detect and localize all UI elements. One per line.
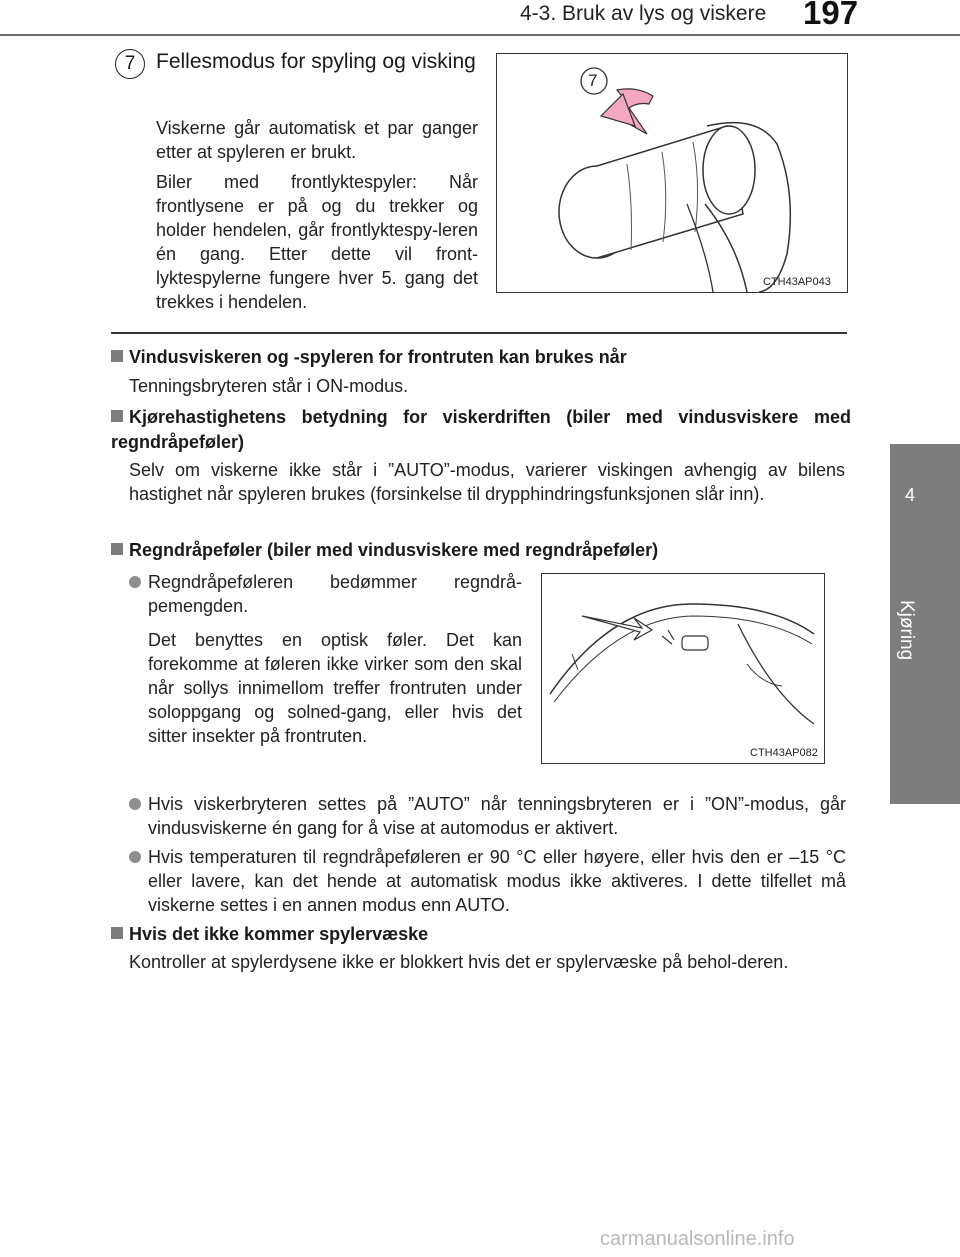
section-divider <box>111 332 847 334</box>
step-paragraph-1: Viskerne går automatisk et par ganger etter at spyleren er brukt. <box>156 118 478 162</box>
note-body-4: Kontroller at spylerdysene ikke er blokkert hvis det er spylervæske på behol-deren. <box>129 952 789 972</box>
figure-code: CTH43AP082 <box>750 747 818 759</box>
chapter-label: Kjøring <box>896 600 917 661</box>
chapter-number: 4 <box>904 485 915 505</box>
note-body-1: Tenningsbryteren står i ON-modus. <box>129 376 409 396</box>
square-bullet-icon <box>111 927 123 939</box>
page-number: 197 <box>803 0 859 31</box>
round-bullet-icon <box>129 851 141 863</box>
bullet-text: Det benyttes en optisk føler. Det kan forekomme at føleren ikke virker som den skal når sollys innimellom treffer frontruten under soloppgang og solned-gang, eller hvis det sitter insekter på frontruten. <box>148 630 522 746</box>
step-number: 7 <box>115 49 145 79</box>
square-bullet-icon <box>111 410 123 422</box>
figure-callout: 7 <box>588 71 598 90</box>
note-title-text: Vindusviskeren og -spyleren for frontruten kan brukes når <box>129 347 627 367</box>
bullet-rain-sensor <box>129 570 522 748</box>
round-bullet-icon <box>129 576 141 588</box>
bullet-auto-mode <box>129 792 846 840</box>
bullet-text: Hvis temperaturen til regndråpeføleren er 90 °C eller høyere, eller hvis den er –15 °C eller lavere, kan det hende at automatisk modus ikke aktiveres. I dette tilfellet må viskerne settes i en annen modus enn AUTO. <box>148 847 846 915</box>
note-title-1 <box>111 345 851 370</box>
step-title: Fellesmodus for spyling og visking <box>156 50 476 73</box>
note-title-text: Hvis det ikke kommer spylervæske <box>129 924 429 944</box>
note-body-2: Selv om viskerne ikke står i ”AUTO”-modus, varierer viskingen avhengig av bilens hastighet når spyleren brukes (forsinkelse til drypphindringsfunksjonen slår inn). <box>129 460 845 504</box>
wiper-lever-figure <box>496 53 848 293</box>
wiper-lever-illustration <box>497 54 847 292</box>
header-rule <box>0 34 960 36</box>
note-title-2 <box>111 405 851 455</box>
rain-sensor-figure <box>541 573 825 764</box>
round-bullet-icon <box>129 798 141 810</box>
figure-code: CTH43AP043 <box>763 276 831 288</box>
bullet-temperature <box>129 845 846 917</box>
bullet-text: Hvis viskerbryteren settes på ”AUTO” når tenningsbryteren er i ”ON”-modus, går vindusviskerne én gang for å vise at automodus er aktivert. <box>148 794 846 838</box>
watermark: carmanualsonline.info <box>600 1228 795 1250</box>
note-title-text: Kjørehastighetens betydning for viskerdriften (biler med vindusviskere med regndråpeføler) <box>111 407 851 452</box>
note-title-4 <box>111 922 851 947</box>
section-title: 4-3. Bruk av lys og viskere <box>520 2 767 25</box>
windshield-illustration <box>542 574 824 763</box>
step-paragraph-2: Biler med frontlyktespyler: Når frontlysene er på og du trekker og holder hendelen, går frontlyktespy-leren én gang. Etter dette vil front-lyktespylerne fungere hver 5. gang det trekkes i hendelen. <box>156 172 478 312</box>
square-bullet-icon <box>111 350 123 362</box>
note-title-text: Regndråpeføler (biler med vindusviskere med regndråpeføler) <box>129 540 659 560</box>
square-bullet-icon <box>111 543 123 555</box>
note-title-3 <box>111 538 851 563</box>
bullet-text: Regndråpeføleren bedømmer regndrå-pemengden. <box>148 572 522 616</box>
